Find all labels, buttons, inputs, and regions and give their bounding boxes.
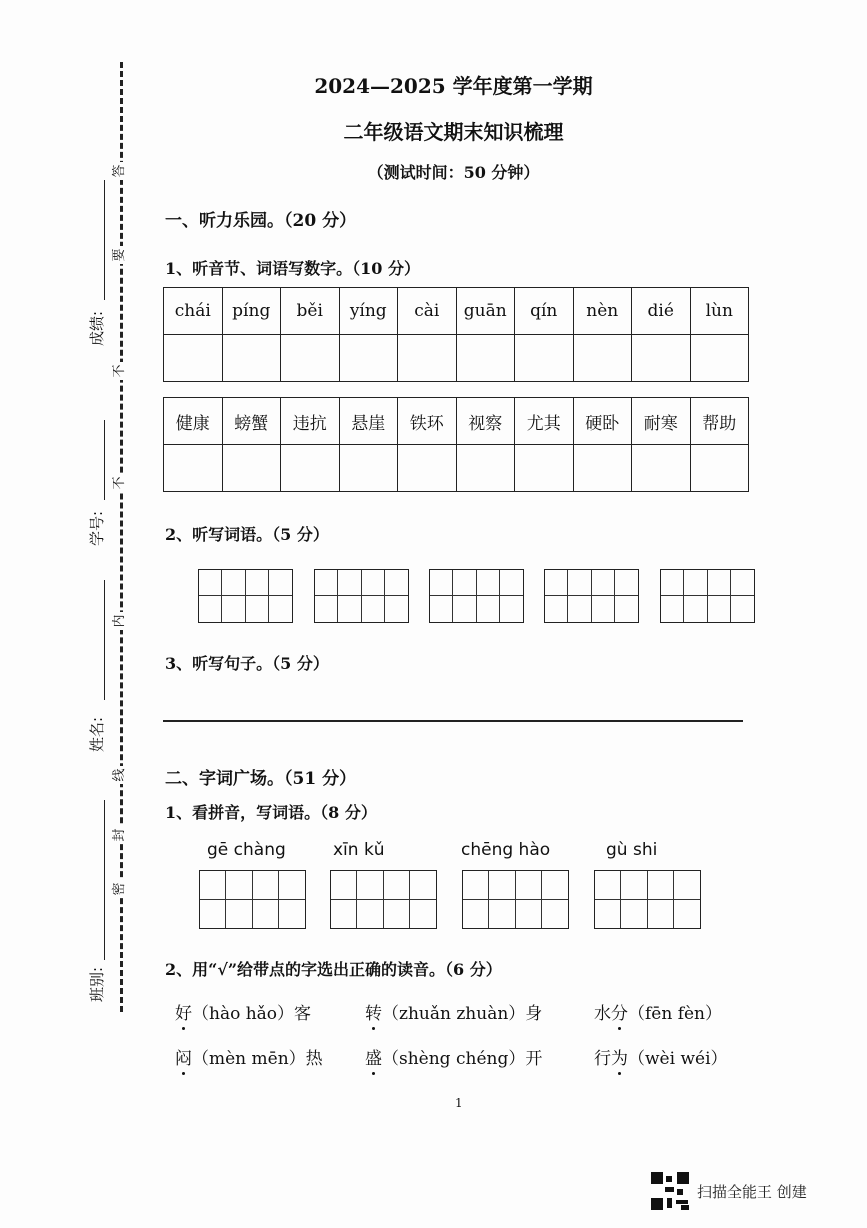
- answer-cell[interactable]: [690, 335, 749, 382]
- pinyin-cell: chái: [164, 288, 223, 335]
- word-cell: 健康: [164, 398, 223, 445]
- choice-suffix: 身: [525, 1004, 543, 1024]
- answer-cell[interactable]: [456, 335, 515, 382]
- answer-cell[interactable]: [339, 445, 398, 492]
- answer-cell[interactable]: [632, 335, 691, 382]
- sentence-writing-line[interactable]: [163, 720, 743, 722]
- answer-cell[interactable]: [164, 445, 223, 492]
- dictation-word-box[interactable]: [544, 569, 639, 623]
- word-cell: 悬崖: [339, 398, 398, 445]
- school-year-title: 2024—2025 学年度第一学期: [314, 74, 593, 98]
- answer-cell[interactable]: [398, 335, 457, 382]
- answer-cell[interactable]: [573, 445, 632, 492]
- dotted-char: 盛: [365, 1049, 382, 1069]
- word-writing-box[interactable]: [330, 870, 437, 929]
- pinyin-cell: píng: [222, 288, 281, 335]
- dotted-char: 转: [365, 1004, 382, 1024]
- choice-options[interactable]: （mèn mēn）: [192, 1049, 306, 1069]
- word-grid: [163, 397, 749, 492]
- answer-cell[interactable]: [281, 445, 340, 492]
- question-1-2: 2、听写词语。（5 分）: [165, 525, 329, 544]
- binding-char: 不: [111, 362, 129, 380]
- pinyin-prompt: gù shi: [606, 840, 658, 860]
- word-cell: 帮助: [690, 398, 749, 445]
- pinyin-cell: cài: [398, 288, 457, 335]
- pinyin-cell: dié: [632, 288, 691, 335]
- answer-cell[interactable]: [515, 445, 574, 492]
- exam-title: 二年级语文期末知识梳理: [343, 120, 564, 144]
- binding-char: 线: [111, 766, 129, 784]
- pinyin-grid: [163, 287, 749, 382]
- pinyin-cell: qín: [515, 288, 574, 335]
- section-2-heading: 二、字词广场。（51 分）: [165, 769, 357, 789]
- word-cell: 耐寒: [632, 398, 691, 445]
- score-underline[interactable]: [104, 180, 105, 300]
- answer-cell[interactable]: [456, 445, 515, 492]
- student-id-underline[interactable]: [104, 420, 105, 500]
- dotted-char: 分: [611, 1004, 628, 1024]
- student-id-label: 学号:: [88, 510, 106, 546]
- binding-char: 答: [111, 162, 129, 180]
- answer-cell[interactable]: [222, 335, 281, 382]
- dictation-word-box[interactable]: [314, 569, 409, 623]
- word-writing-box[interactable]: [594, 870, 701, 929]
- dictation-word-box[interactable]: [660, 569, 755, 623]
- section-1-heading: 一、听力乐园。（20 分）: [165, 211, 357, 231]
- question-2-1: 1、看拼音，写词语。（8 分）: [165, 803, 377, 822]
- pinyin-cell: nèn: [573, 288, 632, 335]
- word-cell: 螃蟹: [222, 398, 281, 445]
- question-1-1: 1、听音节、词语写数字。（10 分）: [165, 259, 420, 278]
- pinyin-cell: guān: [456, 288, 515, 335]
- choice-options[interactable]: （shèng chéng）: [382, 1049, 526, 1069]
- pinyin-cell: lùn: [690, 288, 749, 335]
- name-underline[interactable]: [104, 580, 105, 700]
- pinyin-cell: běi: [281, 288, 340, 335]
- class-label: 班别:: [88, 966, 106, 1002]
- word-cell: 铁环: [398, 398, 457, 445]
- word-writing-box[interactable]: [199, 870, 306, 929]
- class-underline[interactable]: [104, 800, 105, 960]
- binding-char: 密: [111, 880, 129, 898]
- choice-options[interactable]: （wèi wéi）: [628, 1049, 728, 1069]
- binding-char: 要: [111, 246, 129, 264]
- binding-char: 不: [111, 474, 129, 492]
- word-cell: 视察: [456, 398, 515, 445]
- pinyin-cell: yíng: [339, 288, 398, 335]
- answer-cell[interactable]: [515, 335, 574, 382]
- dictation-word-box[interactable]: [429, 569, 524, 623]
- exam-duration: （测试时间：50 分钟）: [367, 163, 540, 182]
- answer-cell[interactable]: [690, 445, 749, 492]
- pronunciation-choice[interactable]: [594, 999, 722, 1024]
- qr-code-icon: [651, 1172, 689, 1210]
- scanner-watermark: [651, 1172, 807, 1210]
- pinyin-prompt: xīn kǔ: [333, 840, 385, 860]
- word-cell: 硬卧: [573, 398, 632, 445]
- answer-cell[interactable]: [339, 335, 398, 382]
- dotted-char: 为: [611, 1049, 628, 1069]
- pronunciation-choice[interactable]: [175, 999, 311, 1024]
- binding-char: 封: [111, 826, 129, 844]
- pronunciation-choice[interactable]: [594, 1044, 728, 1069]
- dictation-word-box[interactable]: [198, 569, 293, 623]
- pinyin-prompt: gē chàng: [207, 840, 286, 860]
- choice-suffix: 开: [525, 1049, 543, 1069]
- choice-prefix: 行: [594, 1049, 611, 1069]
- scanner-credit: 扫描全能王 创建: [697, 1182, 807, 1201]
- choice-options[interactable]: （fēn fèn）: [628, 1004, 723, 1024]
- score-label: 成绩:: [88, 310, 106, 346]
- answer-cell[interactable]: [222, 445, 281, 492]
- answer-cell[interactable]: [164, 335, 223, 382]
- page-number: 1: [455, 1096, 463, 1110]
- pronunciation-choice[interactable]: [175, 1044, 323, 1069]
- name-label: 姓名:: [88, 716, 106, 752]
- answer-cell[interactable]: [281, 335, 340, 382]
- choice-prefix: 水: [594, 1004, 611, 1024]
- dotted-char: 闷: [175, 1049, 192, 1069]
- binding-dashed-line: [120, 62, 123, 1012]
- answer-cell[interactable]: [398, 445, 457, 492]
- word-cell: 尤其: [515, 398, 574, 445]
- answer-cell[interactable]: [632, 445, 691, 492]
- question-1-3: 3、听写句子。（5 分）: [165, 654, 329, 673]
- pronunciation-choice[interactable]: [365, 999, 542, 1024]
- choice-suffix: 热: [305, 1049, 323, 1069]
- word-cell: 违抗: [281, 398, 340, 445]
- binding-char: 内: [111, 612, 129, 630]
- pinyin-prompt: chēng hào: [461, 840, 551, 860]
- word-writing-box[interactable]: [462, 870, 569, 929]
- choice-options[interactable]: （zhuǎn zhuàn）: [382, 1004, 526, 1024]
- dotted-char: 好: [175, 1004, 192, 1024]
- choice-suffix: 客: [294, 1004, 312, 1024]
- pronunciation-choice[interactable]: [365, 1044, 542, 1069]
- question-2-2: 2、用“√”给带点的字选出正确的读音。（6 分）: [165, 960, 502, 979]
- choice-options[interactable]: （hào hǎo）: [192, 1004, 295, 1024]
- answer-cell[interactable]: [573, 335, 632, 382]
